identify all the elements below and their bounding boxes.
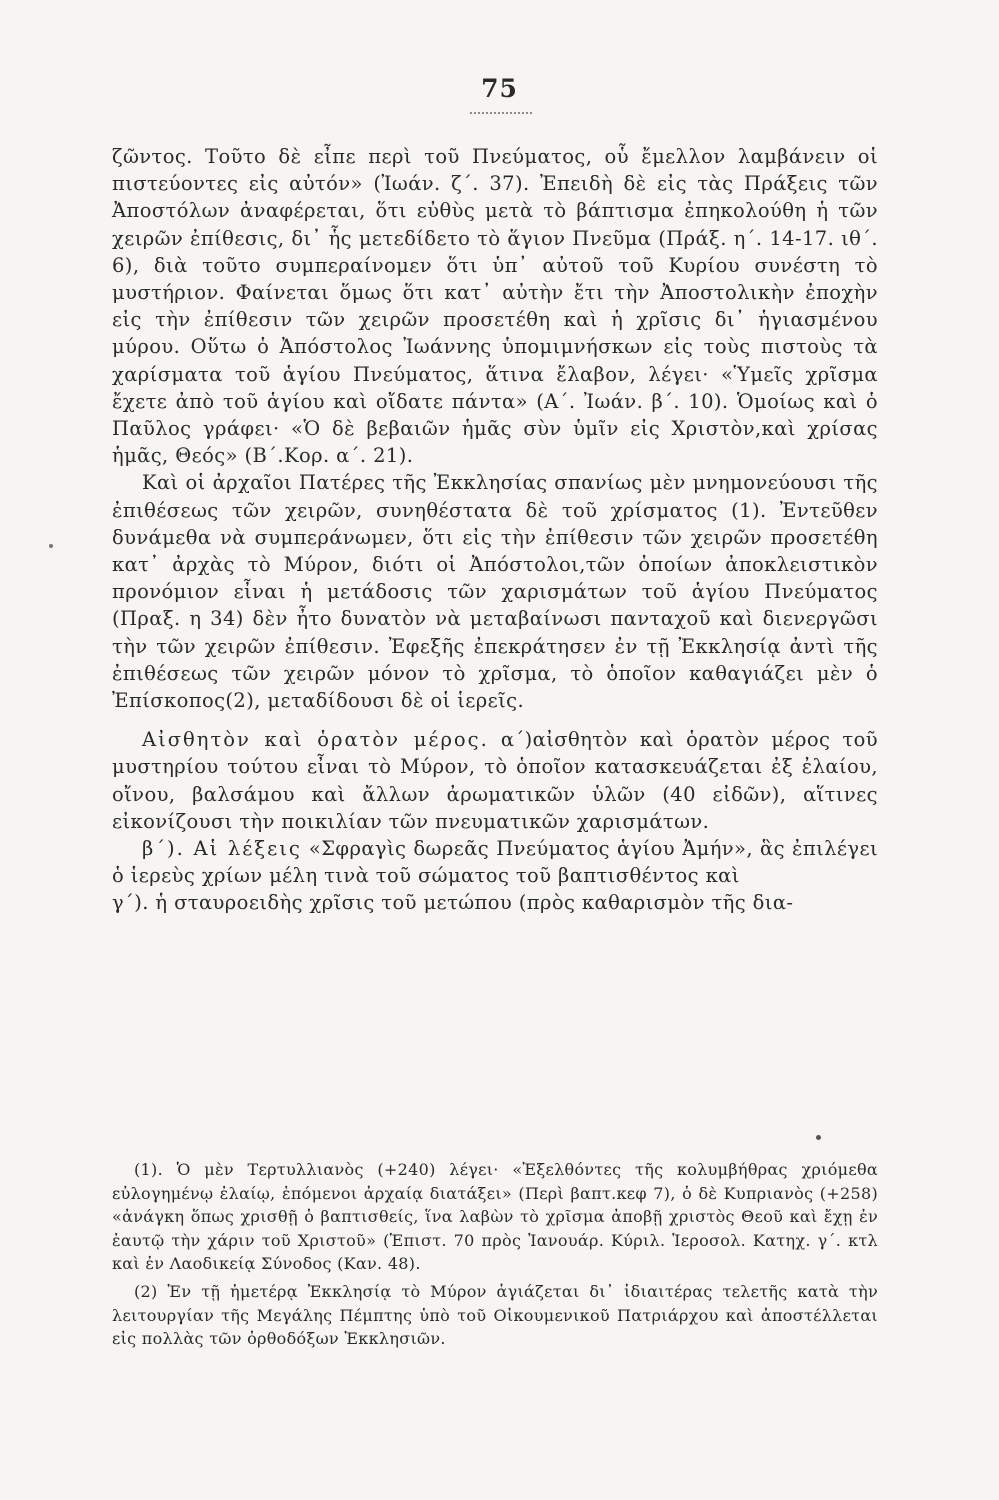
section-paragraph: [112, 726, 878, 835]
separator-dot: [816, 1135, 821, 1140]
page-number: 75: [481, 74, 518, 103]
item-b: [112, 835, 878, 889]
section-heading: Αἰσθητὸν καὶ ὁρατὸν μέρος.: [142, 728, 489, 752]
item-b-text: «Σφραγὶς δωρεᾶς Πνεύματος ἁγίου Ἀμήν», ἃς ἐπιλέγει ὁ ἱερεὺς χρίων μέλη τινὰ τοῦ σώματος τοῦ βαπτισθέντος καὶ: [112, 837, 879, 888]
footnotes: [112, 1158, 878, 1351]
section-text: α΄)αἰσθητὸν καὶ ὁρατὸν μέρος τοῦ μυστηρίου τούτου εἶναι τὸ Μύρον, τὸ ὁποῖον κατασκευάζεται ἐξ ἐλαίου, οἴνου, βαλσάμου καὶ ἄλλων ἀρωματικῶν ὑλῶν (40 εἰδῶν), αἵτινες εἰκονίζουσι τὴν ποικιλίαν τῶν πνευματικῶν χαρισμάτων.: [112, 728, 878, 833]
footnote-1: (1). Ὁ μὲν Τερτυλλιανὸς (+240) λέγει· «Ἐξελθόντες τῆς κολυμβήθρας χριόμεθα εὐλογημένῳ ἐλαίῳ, ἑπόμενοι ἀρχαίᾳ διατάξει» (Περὶ βαπτ.κεφ 7), ὁ δὲ Κυπριανὸς (+258) «ἀνάγκη ὅπως χρισθῇ ὁ βαπτισθείς, ἵνα λαβὼν τὸ χρῖσμα ἀποβῇ χριστὸς Θεοῦ καὶ ἔχῃ ἐν ἑαυτῷ τὴν χάριν τοῦ Χριστοῦ» (Ἐπιστ. 70 πρὸς Ἰανουάρ. Κύριλ. Ἱεροσολ. Κατηχ. γ΄. κτλ καὶ ἐν Λαοδικείᾳ Σύνοδος (Καν. 48).: [112, 1160, 878, 1274]
item-b-label: β΄). Αἱ λέξεις: [142, 837, 302, 861]
item-c: γ΄). ἡ σταυροειδὴς χρῖσις τοῦ μετώπου (πρὸς καθαρισμὸν τῆς δια-: [112, 891, 794, 915]
main-text: [112, 143, 878, 917]
footnote-2: (2) Ἐν τῇ ἡμετέρᾳ Ἐκκλησίᾳ τὸ Μύρον ἁγιάζεται δι᾽ ἰδιαιτέρας τελετῆς κατὰ τὴν λειτουργίαν τῆς Μεγάλης Πέμπτης ὑπὸ τοῦ Οἰκουμενικοῦ Πατριάρχου καὶ ἀποστέλλεται εἰς πολλὰς τῶν ὀρθοδόξων Ἐκκλησιῶν.: [112, 1281, 878, 1349]
header-rule: [470, 112, 532, 114]
paragraph-1: ζῶντος. Τοῦτο δὲ εἶπε περὶ τοῦ Πνεύματος, οὗ ἔμελλον λαμβάνειν οἱ πιστεύοντες εἰς αὐτόν» (Ἰωάν. ζ΄. 37). Ἐπειδὴ δὲ εἰς τὰς Πράξεις τῶν Ἀποστόλων ἀναφέρεται, ὅτι εὐθὺς μετὰ τὸ βάπτισμα ἐπηκολούθη ἡ τῶν χειρῶν ἐπίθεσις, δι᾽ ἧς μετεδίδετο τὸ ἅγιον Πνεῦμα (Πράξ. η΄. 14-17. ιθ΄. 6), διὰ τοῦτο συμπεραίνομεν ὅτι ὑπ᾽ αὐτοῦ τοῦ Κυρίου συνέστη τὸ μυστήριον. Φαίνεται ὅμως ὅτι κατ᾽ αὐτὴν ἔτι τὴν Ἀποστολικὴν ἐποχὴν εἰς τὴν ἐπίθεσιν τῶν χειρῶν προσετέθη καὶ ἡ χρῖσις δι᾽ ἡγιασμένου μύρου. Οὕτω ὁ Ἀπόστολος Ἰωάννης ὑπομιμνήσκων εἰς τοὺς πιστοὺς τὰ χαρίσματα τοῦ ἁγίου Πνεύματος, ἅτινα ἔλαβον, λέγει· «Ὑμεῖς χρῖσμα ἔχετε ἀπὸ τοῦ ἁγίου καὶ οἴδατε πάντα» (Α΄. Ἰωάν. β΄. 10). Ὁμοίως καὶ ὁ Παῦλος γράφει· «Ὁ δὲ βεβαιῶν ἡμᾶς σὺν ὑμῖν εἰς Χριστὸν,καὶ χρίσας ἡμᾶς, Θεός» (Β΄.Κορ. α΄. 21).: [112, 145, 878, 468]
margin-mark: [49, 544, 53, 548]
paragraph-2: Καὶ οἱ ἀρχαῖοι Πατέρες τῆς Ἐκκλησίας σπανίως μὲν μνημονεύουσι τῆς ἐπιθέσεως τῶν χειρῶν, συνηθέστατα δὲ τοῦ χρίσματος (1). Ἐντεῦθεν δυνάμεθα νὰ συμπεράνωμεν, ὅτι εἰς τὴν ἐπίθεσιν τῶν χειρῶν προσετέθη κατ᾽ ἀρχὰς τὸ Μύρον, διότι οἱ Ἀπόστολοι,τῶν ὁποίων ἀποκλειστικὸν προνόμιον εἶναι ἡ μετάδοσις τῶν χαρισμάτων τοῦ ἁγίου Πνεύματος (Πραξ. η 34) δὲν ἦτο δυνατὸν νὰ μεταβαίνωσι πανταχοῦ καὶ διενεργῶσι τὴν τῶν χειρῶν ἐπίθεσιν. Ἐφεξῆς ἐπεκράτησεν ἐν τῇ Ἐκκλησίᾳ ἀντὶ τῆς ἐπιθέσεως τῶν χειρῶν μόνον τὸ χρῖσμα, τὸ ὁποῖον καθαγιάζει μὲν ὁ Ἐπίσκοπος(2), μεταδίδουσι δὲ οἱ ἱερεῖς.: [112, 471, 878, 713]
